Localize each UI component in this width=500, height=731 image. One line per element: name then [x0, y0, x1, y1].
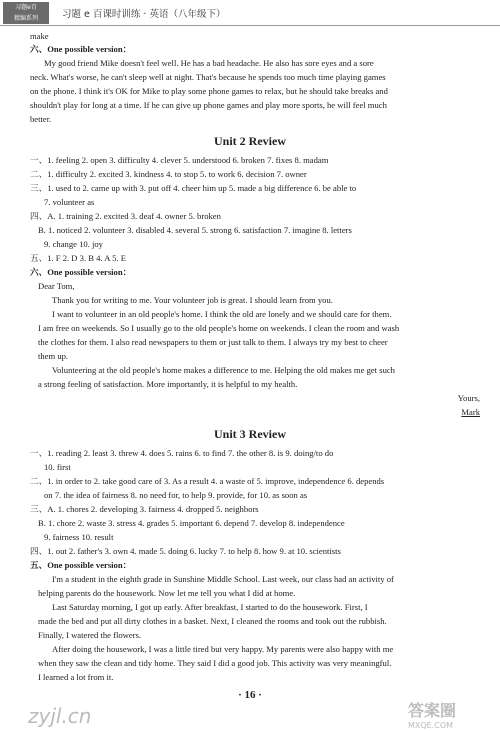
page-number: · 16 · — [238, 689, 262, 701]
essay-line: made the bed and put all dirty clothes in a basket. Next, I cleaned the rooms and took out the rubbish. — [38, 616, 387, 626]
section-label: 六、One possible version： — [30, 44, 132, 54]
answer-line: B. 1. noticed 2. volunteer 3. disabled 4. several 5. strong 6. satisfaction 7. imagine 8. letters — [38, 225, 352, 235]
essay-line: neck. What's worse, he can't sleep well at night. That's because he spends too much time playing games — [30, 72, 386, 82]
letter-closing: Yours, — [457, 393, 480, 403]
watermark-right — [408, 698, 496, 728]
section-label: 五、One possible version： — [30, 560, 132, 570]
answer-line: 三、1. used to 2. came up with 3. put off 4. cheer him up 5. made a big difference 6. be able to — [30, 183, 357, 193]
letter-line: I am free on weekends. So I usually go to the old people's home on weekends. I clean the room and wash — [38, 323, 400, 333]
series-logo — [3, 2, 49, 24]
letter-line: them up. — [38, 351, 69, 361]
book-title: 习题 e 百课时训练 · 英语（八年级下） — [62, 9, 226, 20]
answer-line: 三、A. 1. chores 2. developing 3. fairness 4. dropped 5. neighbors — [30, 504, 259, 514]
watermark-right-title: 答案圈 — [408, 701, 457, 720]
answer-line: 一、1. feeling 2. open 3. difficulty 4. clever 5. understood 6. broken 7. fixes 8. madam — [30, 155, 329, 165]
answer-line: 四、1. out 2. father's 3. own 4. made 5. doing 6. lucky 7. to help 8. how 9. at 10. scientists — [30, 546, 341, 556]
answer-line: 四、A. 1. training 2. excited 3. deaf 4. owner 5. broken — [30, 211, 221, 221]
page-header — [0, 0, 500, 28]
logo-line-2: 精编系列 — [13, 15, 38, 22]
essay-line: when they saw the clean and tidy home. They said I did a good job. This activity was very meaningful. — [38, 658, 392, 668]
essay-line: Last Saturday morning, I got up early. After breakfast, I started to do the housework. First, I — [52, 602, 368, 612]
letter-line: Volunteering at the old people's home makes a difference to me. Helping the old makes me get such — [52, 365, 395, 375]
watermark-left: zyjl.cn — [28, 704, 92, 728]
essay-line: Finally, I watered the flowers. — [38, 630, 142, 640]
answer-line: 9. change 10. joy — [44, 239, 103, 249]
answer-line: 10. first — [44, 462, 71, 472]
letter-line: I want to volunteer in an old people's home. I think the old are lonely and we should care for them. — [52, 309, 392, 319]
header-divider — [0, 25, 500, 26]
logo-line-1: 习题e百 — [15, 4, 37, 11]
essay-line: I'm a student in the eighth grade in Sunshine Middle School. Last week, our class had an activity of — [52, 574, 394, 584]
essay-line: My good friend Mike doesn't feel well. He has a bad headache. He also has sore eyes and a sore — [44, 58, 374, 68]
essay-line: better. — [30, 114, 52, 124]
essay-line: on the phone. I think it's OK for Mike to play some phone games to relax, but he should take breaks and — [30, 86, 388, 96]
answer-line: 二、1. in order to 2. take good care of 3. As a result 4. a waste of 5. improve, independence 6. depends — [30, 476, 385, 486]
letter-salutation: Dear Tom, — [38, 281, 75, 291]
letter-line: the clothes for them. I also read newspapers to them or just talk to them. I always try my best to cheer — [38, 337, 388, 347]
essay-line: helping parents do the housework. Now let me tell you what I did at home. — [38, 588, 296, 598]
letter-line: Thank you for writing to me. Your volunteer job is great. I should learn from you. — [52, 295, 333, 305]
watermark-right-url: MXQE.COM — [408, 721, 454, 730]
answer-line: on 7. the idea of fairness 8. no need for, to help 9. provide, for 10. as soon as — [44, 490, 308, 500]
letter-signature: Mark — [461, 407, 480, 417]
answer-line: B. 1. chore 2. waste 3. stress 4. grades 5. important 6. depend 7. develop 8. independence — [38, 518, 345, 528]
answer-line: 9. fairness 10. result — [44, 532, 114, 542]
essay-line: shouldn't play for long at a time. If he can give up phone games and play more sports, he will feel much — [30, 100, 387, 110]
unit-3-heading: Unit 3 Review — [214, 427, 286, 441]
essay-line: I learned a lot from it. — [38, 672, 114, 682]
answer-line: 一、1. reading 2. least 3. threw 4. does 5. rains 6. to find 7. the other 8. is 9. doing/to do — [30, 448, 334, 458]
letter-line: a strong feeling of satisfaction. More importantly, it is helpful to my health. — [38, 379, 298, 389]
answer-line: 二、1. difficulty 2. excited 3. kindness 4. to stop 5. to work 6. decision 7. owner — [30, 169, 307, 179]
answer-line: 7. volunteer as — [44, 197, 95, 207]
text-line: make — [30, 31, 49, 41]
answer-line: 五、1. F 2. D 3. B 4. A 5. E — [30, 253, 126, 263]
essay-line: After doing the housework, I was a little tired but very happy. My parents were also happy with me — [52, 644, 394, 654]
section-label: 六、One possible version： — [30, 267, 132, 277]
unit-2-heading: Unit 2 Review — [214, 134, 286, 148]
